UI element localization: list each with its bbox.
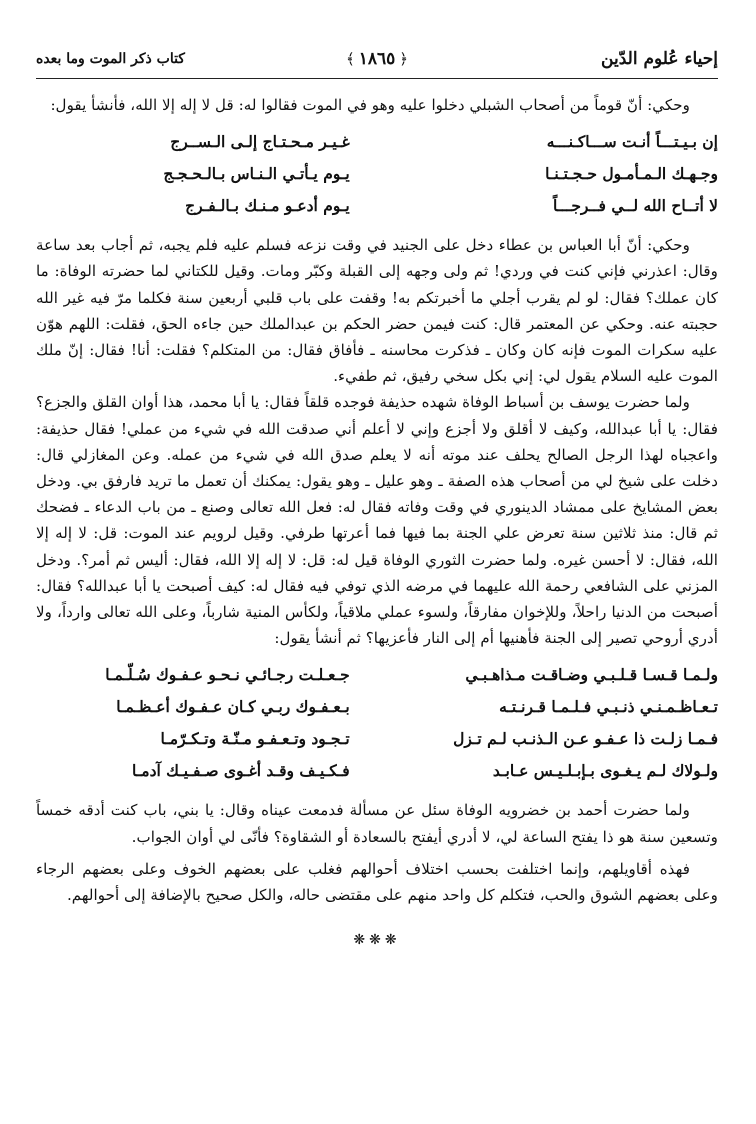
verse-first-hemistich: فـمـا زلـت ذا عـفـو عـن الـذنـب لـم تـزل — [453, 729, 718, 749]
verse-second-hemistich: تـجـود وتـعـفـو مـنّـة وتـكـرّمـا — [160, 729, 350, 749]
ornament-bracket-icon: ﴿ — [399, 50, 409, 68]
paragraph: ولما حضرت يوسف بن أسباط الوفاة شهده حذيفة فوجده قلقاً فقال: يا أبا محمد، هذا أوان القلق والجزع؟ فقال: يا أبا عبدالله، وكيف لا أقلق ولا أجزع وإني لا أعلم أني صدقت الله في شيء من عملي! فقال حذيفة: واعجباه لهذا الرجل الصالح يحلف عند موته أنه لا يعلم صدق الله في شيء من عمله. وعن المغازلي قال: دخلت على شيخ لي من أصحاب هذه الصفة ـ وهو عليل ـ وهو يقول: يمكنك أن تعمل ما تريد فارفق بي. ودخل بعض المشايخ على ممشاد الدينوري في وقت وفاته فقال له: فعل الله تعالى وصنع ـ من باب الدعاء ـ فضحك ثم قال: منذ ثلاثين سنة تعرض علي الجنة بما فيها فما أعرتها طرفي. وقيل لرويم عند الموت: قل: لا إله إلا الله، فقال: لا أحسن غيره. ولما حضرت الثوري الوفاة قيل له: قل: لا إله إلا الله، فقال: أليس ثم أمر؟. ودخل المزني على الشافعي رحمة الله عليهما في مرضه الذي توفي فيه فقال له: كيف أصبحت يا أبا عبدالله؟ فقال: أصبحت من الدنيا راحلاً، وللإخوان مفارقاً، ولسوء عملي ملاقياً، ولكأس المنية شارباً، وعلى الله تعالى وارداً، ولا أدري أروحي تصير إلى الجنة فأهنيها أم إلى النار فأعزيها؟ ثم أنشأ يقول: — [36, 393, 718, 648]
poem-shafii — [36, 659, 718, 787]
header-divider — [36, 78, 718, 79]
verse-line — [36, 691, 718, 723]
verse-line — [36, 190, 718, 222]
paragraph: فهذه أقاويلهم، وإنما اختلفت بحسب اختلاف أحوالهم فغلب على بعضهم الخوف وعلى بعضهم الرجاء وعلى بعضهم الشوق والحب، فتكلم كل واحد منهم على مقتضى حاله، والكل صحيح بالإضافة إلى أحوالهم. — [36, 859, 718, 905]
verse-second-hemistich: يـوم أدعـو مـنـك بـالـفـرج — [185, 196, 350, 216]
verse-line — [36, 723, 718, 755]
verse-line — [36, 158, 718, 190]
poem-shibli — [36, 126, 718, 222]
section-end-ornament-icon: ❋❋❋ — [353, 932, 401, 949]
book-title: إحياء عُلوم الدّين — [601, 49, 718, 69]
verse-first-hemistich: ولـمـا قـسـا قـلـبـي وضـاقـت مـذاهـبـي — [465, 665, 718, 685]
verse-line — [36, 659, 718, 691]
verse-first-hemistich: تـعـاظـمـنـي ذنـبـي فـلـمـا قـرنـتـه — [499, 697, 718, 717]
chapter-title: كتاب ذكر الموت وما بعده — [36, 51, 185, 67]
verse-second-hemistich: جـعـلـت رجـائـي نـحـو عـفـوك سُـلّـمـا — [105, 665, 350, 685]
page-number: ١٨٦٥ — [358, 49, 396, 69]
verse-second-hemistich: غـيـر مـحـتـاج إلـى الـســرج — [170, 132, 350, 152]
page-number-block — [342, 49, 412, 69]
verse-first-hemistich: ولـولاك لـم يـغـوى بـإبـلـيـس عـابـد — [492, 761, 718, 781]
paragraph: وحكي: أنّ أبا العباس بن عطاء دخل على الجنيد في وقت نزعه فسلم عليه فلم يجبه، ثم أجاب بعد ساعة وقال: اعذرني فإني كنت في وردي! ثم ولى وجهه إلى القبلة وكبّر ومات. وقيل للكتاني لما حضرته الوفاة: ما كان عملك؟ فقال: لو لم يقرب أجلي ما أخبرتكم به! وقفت على باب قلبي أربعين سنة فكلما مرّ فيه غير الله حجبته عنه. وحكي عن المعتمر قال: كنت فيمن حضر الحكم بن عبدالملك حين جاءه الحق، فقلت: اللهم هوّن عليه سكرات الموت فإنه كان وكان ـ فذكرت محاسنه ـ فأفاق فقال: من المتكلم؟ فقلت: أنا! فقال: إنّ ملك الموت عليه السلام يقول لي: إني بكل سخي رفيق، ثم طفيء. — [36, 236, 718, 386]
verse-first-hemistich: إن بـيـتـــاً أنـت ســـاكـنـــه — [546, 132, 718, 152]
verse-second-hemistich: بـعـفـوك ربـي كـان عـفـوك أعـظـمـا — [116, 697, 350, 717]
verse-second-hemistich: فـكـيـف وقـد أغـوى صـفـيـك آدمـا — [132, 761, 350, 781]
verse-first-hemistich: لا أتــاح الله لــي فــرجـــاً — [552, 196, 718, 216]
verse-second-hemistich: يـوم يـأتـي الـنـاس بـالـحـجـج — [163, 164, 350, 184]
paragraph: ولما حضرت أحمد بن خضرويه الوفاة سئل عن مسألة فدمعت عيناه وقال: يا بني، باب كنت أدقه خمساً وتسعين سنة هو ذا يفتح الساعة لي، لا أدري أيفتح بالسعادة أو الشقاوة؟ فأنّى لي أوان الجواب. — [36, 801, 718, 846]
verse-first-hemistich: وجـهـك الـمـأمـول حـجـتـنـا — [545, 164, 718, 184]
verse-line — [36, 755, 718, 787]
page-header — [36, 44, 718, 74]
paragraph: وحكي: أنّ قوماً من أصحاب الشبلي دخلوا عليه وهو في الموت فقالوا له: قل لا إله إلا الله، فأنشأ يقول: — [50, 96, 690, 114]
verse-line — [36, 126, 718, 158]
page-body — [36, 92, 718, 948]
ornament-bracket-icon: ﴾ — [345, 50, 355, 68]
